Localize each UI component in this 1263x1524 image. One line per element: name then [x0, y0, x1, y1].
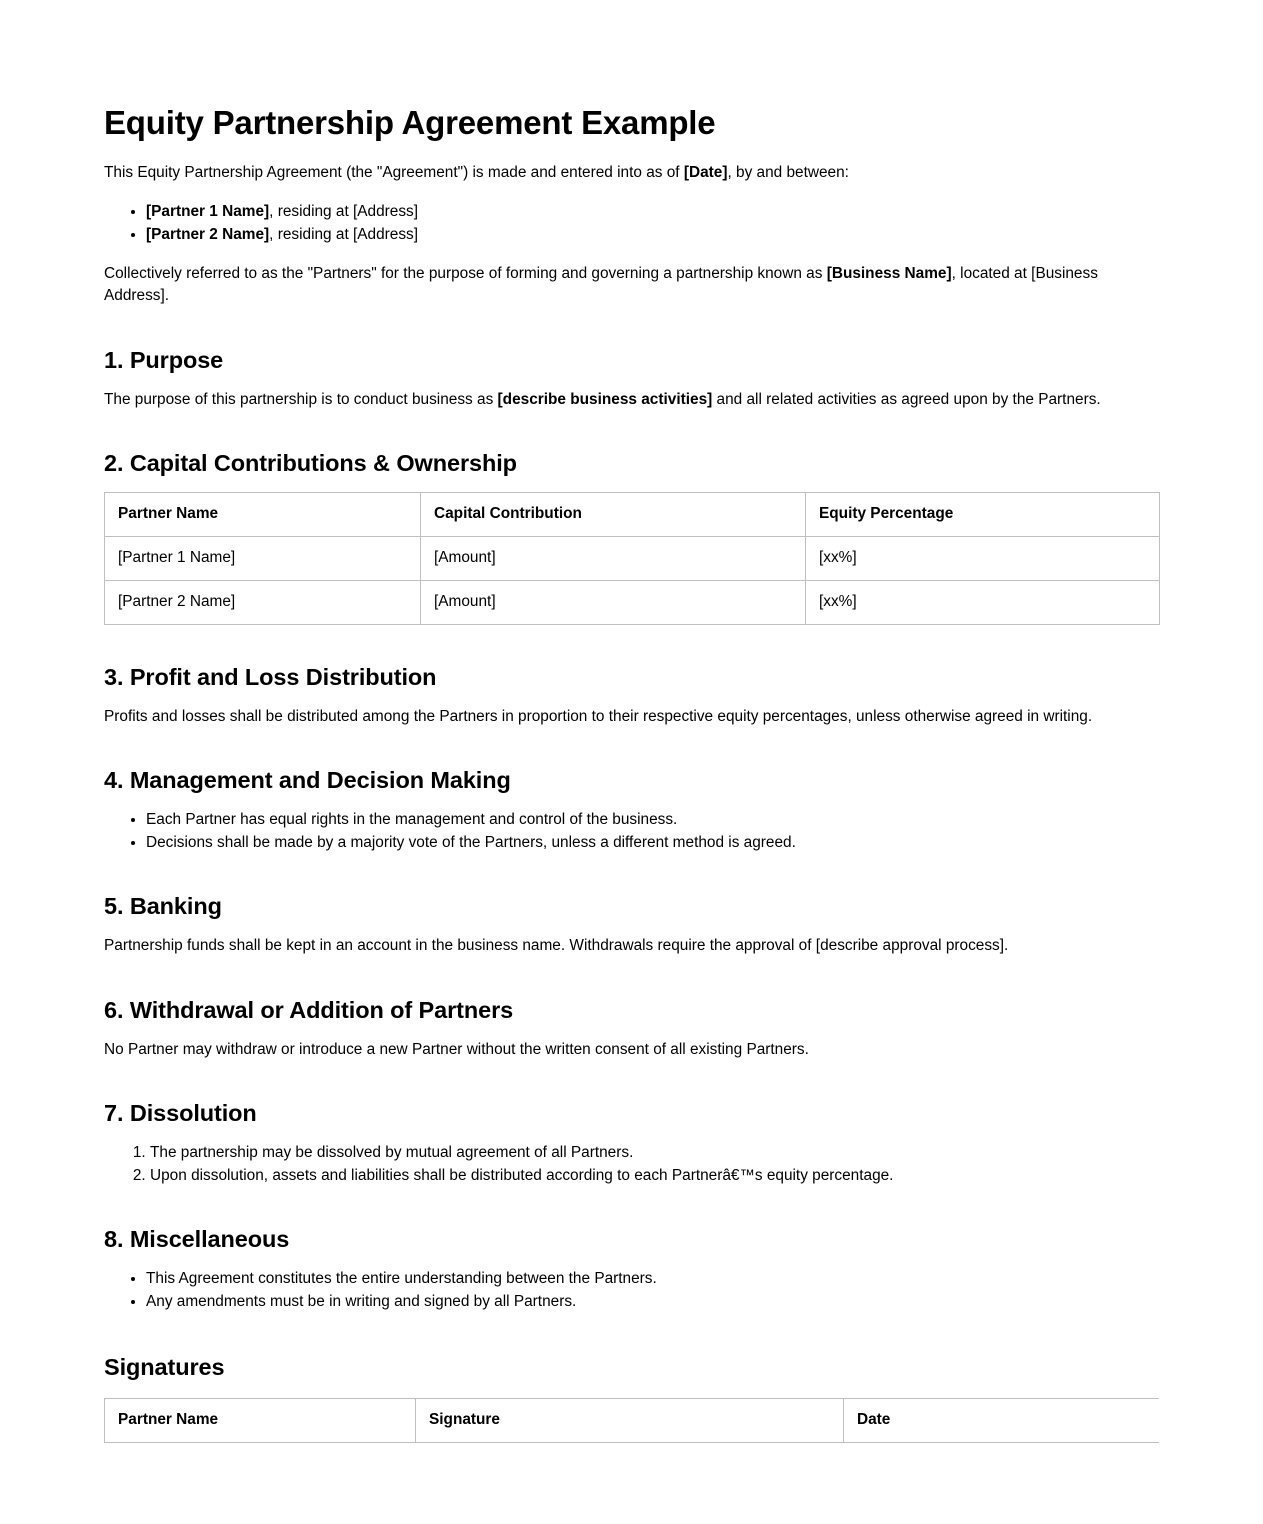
section-heading-management: 4. Management and Decision Making	[104, 767, 511, 794]
purpose-text-before: The purpose of this partnership is to conduct business as	[104, 390, 498, 408]
collective-text-before: Collectively referred to as the "Partners" for the purpose of forming and governing a partnership known as	[104, 265, 827, 283]
list-item: • This Agreement constitutes the entire understanding between the Partners.	[146, 1268, 1159, 1290]
intro-lead-paragraph	[104, 162, 1159, 184]
section-paragraph-banking: Partnership funds shall be kept in an account in the business name. Withdrawals require the approval of [describe approval process].	[104, 937, 1009, 955]
list-item: • Any amendments must be in writing and signed by all Partners.	[146, 1291, 1159, 1313]
section-heading-banking: 5. Banking	[104, 893, 222, 920]
signatures-table-wrapper	[104, 1398, 1159, 1447]
cell-capital-contribution: [Amount]	[421, 537, 806, 581]
table-header-row	[105, 493, 1160, 537]
cell-equity-percentage: [xx%]	[806, 537, 1160, 581]
column-header-capital-contribution: Capital Contribution	[421, 493, 806, 537]
column-header-signature: Signature	[416, 1399, 844, 1443]
section-heading-dissolution: 7. Dissolution	[104, 1100, 257, 1127]
signatures-table	[104, 1398, 1159, 1443]
list-item: • Decisions shall be made by a majority vote of the Partners, unless a different method is agreed.	[146, 832, 1159, 854]
section-paragraph-profit-loss: Profits and losses shall be distributed among the Partners in proportion to their respective equity percentages, unless otherwise agreed in writing.	[104, 707, 1093, 725]
miscellaneous-bullet-list	[104, 1268, 1159, 1313]
capital-contributions-table	[104, 492, 1160, 624]
party-name: [Partner 1 Name]	[146, 203, 270, 221]
list-item: • Each Partner has equal rights in the management and control of the business.	[146, 809, 1159, 831]
intro-date-placeholder: [Date]	[683, 163, 728, 181]
list-item	[146, 201, 1159, 223]
purpose-text-after: and all related activities as agreed upon by the Partners.	[712, 390, 1101, 408]
party-name: [Partner 2 Name]	[146, 226, 270, 244]
cell-partner-name: [Partner 2 Name]	[105, 580, 421, 624]
dissolution-numbered-list	[104, 1142, 1159, 1187]
section-heading-profit-loss: 3. Profit and Loss Distribution	[104, 663, 437, 690]
business-name-placeholder: [Business Name]	[826, 265, 952, 283]
management-bullet-list	[104, 809, 1159, 854]
intro-lead-text-after: , by and between:	[727, 163, 849, 181]
column-header-partner-name: Partner Name	[105, 1399, 416, 1443]
section-heading-miscellaneous: 8. Miscellaneous	[104, 1226, 290, 1253]
section-heading-capital-contributions: 2. Capital Contributions & Ownership	[104, 450, 517, 477]
table-row	[105, 537, 1160, 581]
table-row	[105, 580, 1160, 624]
party-address: , residing at [Address]	[269, 226, 419, 244]
collective-text-after: , located at [Business Address].	[104, 265, 1098, 305]
section-heading-purpose: 1. Purpose	[104, 346, 224, 373]
collective-paragraph	[104, 263, 1159, 308]
cell-partner-name: [Partner 1 Name]	[105, 537, 421, 581]
section-heading-signatures: Signatures	[104, 1354, 225, 1381]
column-header-date: Date	[844, 1399, 1160, 1443]
cell-equity-percentage: [xx%]	[806, 580, 1160, 624]
list-item: 1. The partnership may be dissolved by mutual agreement of all Partners.	[150, 1142, 1159, 1164]
section-heading-withdrawal: 6. Withdrawal or Addition of Partners	[104, 996, 514, 1023]
party-address: , residing at [Address]	[269, 203, 419, 221]
table-header-row	[105, 1399, 1160, 1443]
section-paragraph-withdrawal: No Partner may withdraw or introduce a new Partner without the written consent of all existing Partners.	[104, 1040, 809, 1058]
column-header-equity-percentage: Equity Percentage	[806, 493, 1160, 537]
cell-capital-contribution: [Amount]	[421, 580, 806, 624]
intro-lead-text-before: This Equity Partnership Agreement (the "Agreement") is made and entered into as of	[104, 163, 684, 181]
parties-list	[104, 201, 1159, 246]
section-paragraph-purpose	[104, 389, 1159, 411]
list-item: 2. Upon dissolution, assets and liabilities shall be distributed according to each Partnerâ€™s equity percentage.	[150, 1165, 1159, 1187]
document-body	[104, 104, 1159, 1447]
list-item	[146, 224, 1159, 246]
page-title: Equity Partnership Agreement Example	[104, 104, 716, 141]
column-header-partner-name: Partner Name	[105, 493, 421, 537]
business-activities-placeholder: [describe business activities]	[497, 390, 713, 408]
